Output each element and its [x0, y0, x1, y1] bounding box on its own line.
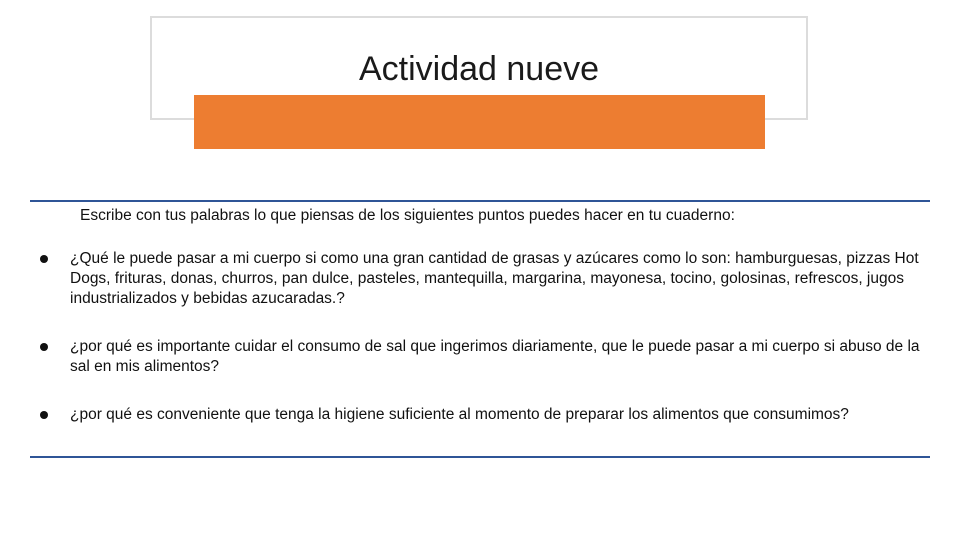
accent-bar: [194, 95, 765, 149]
question-list: [40, 249, 930, 425]
question-text: ¿Qué le puede pasar a mi cuerpo si como una gran cantidad de grasas y azúcares como lo son: hamburguesas, pizzas Hot Dogs, frituras, donas, churros, pan dulce, pasteles, mantequilla, margarina, mayonesa, tocino, golosinas, refrescos, jugos industrializados y bebidas azucaradas.?: [70, 250, 919, 307]
question-text: ¿por qué es conveniente que tenga la higiene suficiente al momento de preparar los alimentos que consumimos?: [70, 406, 849, 423]
top-rule: [30, 200, 930, 202]
bullet-icon: [40, 343, 48, 351]
question-item: [40, 337, 930, 377]
bottom-rule: [30, 456, 930, 458]
bullet-icon: [40, 411, 48, 419]
bullet-icon: [40, 255, 48, 263]
question-item: [40, 249, 930, 309]
question-item: [40, 405, 930, 425]
slide-title: Actividad nueve: [358, 50, 600, 88]
intro-text: Escribe con tus palabras lo que piensas de los siguientes puntos puedes hacer en tu cuaderno:: [80, 207, 735, 224]
question-text: ¿por qué es importante cuidar el consumo de sal que ingerimos diariamente, que le puede pasar a mi cuerpo si abuso de la sal en mis alimentos?: [70, 338, 920, 375]
